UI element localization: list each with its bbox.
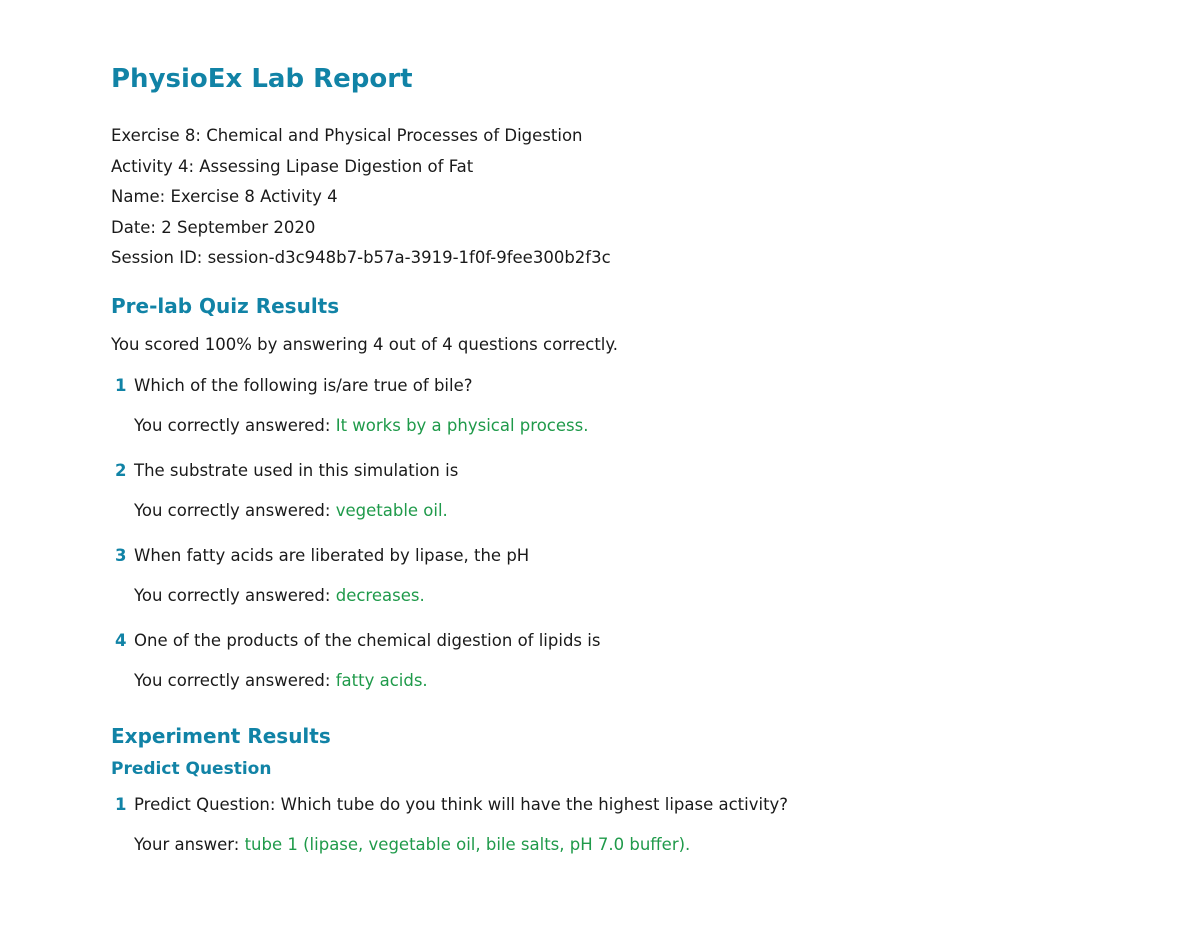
exercise-line: Exercise 8: Chemical and Physical Processes of Digestion <box>111 126 583 145</box>
answer-prefix: Your answer: <box>134 835 245 854</box>
question-answer <box>134 416 588 435</box>
question-number: 3 <box>115 546 127 565</box>
report-title: PhysioEx Lab Report <box>111 64 413 94</box>
question-text: Which of the following is/are true of bile? <box>134 376 473 395</box>
question-answer <box>134 501 448 520</box>
correct-answer: It works by a physical process. <box>335 416 589 435</box>
question-answer <box>134 586 425 605</box>
question-answer <box>134 671 428 690</box>
answer-prefix: You correctly answered: <box>134 501 336 520</box>
correct-answer: decreases. <box>335 586 425 605</box>
answer-prefix: You correctly answered: <box>134 671 336 690</box>
date-line: Date: 2 September 2020 <box>111 217 316 237</box>
user-answer: tube 1 (lipase, vegetable oil, bile salts, pH 7.0 buffer). <box>244 835 691 854</box>
question-text: When fatty acids are liberated by lipase, the pH <box>134 546 530 565</box>
question-text: One of the products of the chemical digestion of lipids is <box>134 631 601 650</box>
answer-prefix: You correctly answered: <box>134 586 336 605</box>
question-text: Predict Question: Which tube do you think will have the highest lipase activity? <box>134 795 789 814</box>
prelab-heading: Pre-lab Quiz Results <box>111 294 340 318</box>
question-text: The substrate used in this simulation is <box>134 461 459 480</box>
question-number: 4 <box>115 631 127 650</box>
prelab-score: You scored 100% by answering 4 out of 4 questions correctly. <box>111 335 619 354</box>
correct-answer: vegetable oil. <box>335 501 448 520</box>
report-metadata <box>111 121 611 274</box>
answer-prefix: You correctly answered: <box>134 416 336 435</box>
question-answer <box>134 835 690 854</box>
name-line: Name: Exercise 8 Activity 4 <box>111 187 338 207</box>
experiment-heading: Experiment Results <box>111 724 331 748</box>
predict-subheading: Predict Question <box>111 759 272 779</box>
session-id-line: Session ID: session-d3c948b7-b57a-3919-1f0f-9fee300b2f3c <box>111 248 611 268</box>
question-number: 1 <box>115 376 127 395</box>
correct-answer: fatty acids. <box>335 671 428 690</box>
question-number: 1 <box>115 795 127 814</box>
activity-line: Activity 4: Assessing Lipase Digestion of Fat <box>111 156 474 176</box>
question-number: 2 <box>115 461 127 480</box>
